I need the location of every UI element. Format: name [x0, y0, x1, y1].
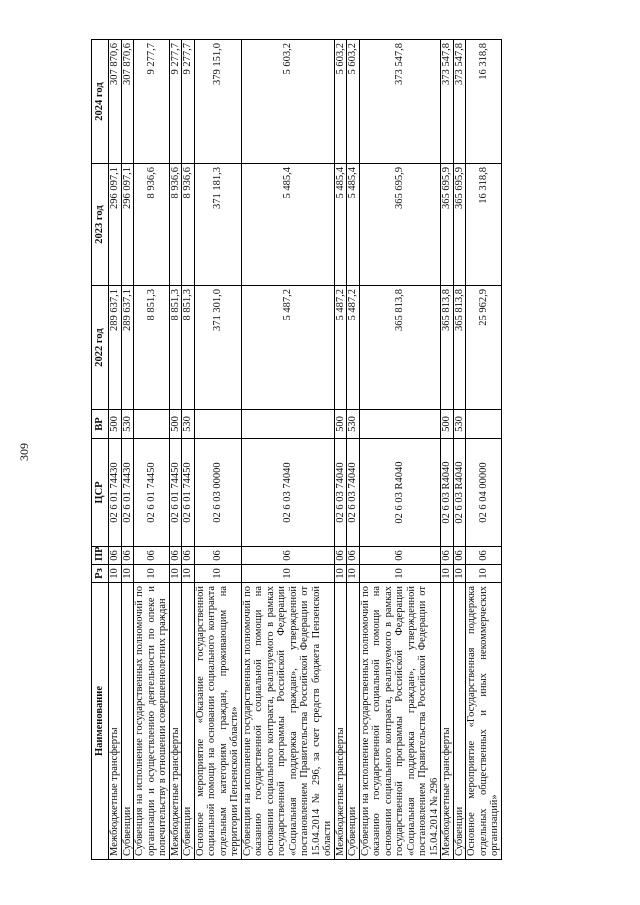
cell-2023: 296 097,1 [109, 164, 122, 286]
cell-2024: 5 603,2 [347, 40, 360, 164]
cell-csr: 02 6 03 74040 [347, 439, 360, 547]
cell-pr: 06 [134, 547, 170, 565]
cell-csr: 02 6 01 74450 [169, 439, 182, 547]
cell-2022: 5 487,2 [347, 286, 360, 410]
cell-name: Субвенции [453, 583, 466, 860]
cell-2023: 365 695,9 [359, 164, 441, 286]
header-rz: Рз [92, 565, 109, 583]
cell-rz: 10 [182, 565, 195, 583]
table-row [182, 40, 195, 860]
cell-csr: 02 6 04 00000 [466, 439, 502, 547]
cell-pr: 06 [241, 547, 334, 565]
cell-csr: 02 6 01 74430 [121, 439, 134, 547]
cell-rz: 10 [194, 565, 241, 583]
cell-pr: 06 [347, 547, 360, 565]
cell-rz: 10 [334, 565, 347, 583]
cell-2022: 365 813,8 [359, 286, 441, 410]
cell-pr: 06 [121, 547, 134, 565]
cell-name: Межбюджетные трансферты [109, 583, 122, 860]
cell-csr: 02 6 01 74450 [134, 439, 170, 547]
header-2022: 2022 год [92, 286, 109, 410]
cell-2024: 5 603,2 [334, 40, 347, 164]
cell-2022: 25 962,9 [466, 286, 502, 410]
cell-vr: 530 [121, 410, 134, 439]
cell-2023: 371 181,3 [194, 164, 241, 286]
cell-2024: 9 277,7 [182, 40, 195, 164]
table-row [466, 40, 502, 860]
header-name: Наименование [92, 583, 109, 860]
cell-vr [241, 410, 334, 439]
cell-vr [466, 410, 502, 439]
cell-2024: 9 277,7 [134, 40, 170, 164]
cell-2023: 365 695,9 [441, 164, 454, 286]
cell-2022: 5 487,2 [241, 286, 334, 410]
header-row [92, 40, 109, 860]
cell-2022: 371 301,0 [194, 286, 241, 410]
cell-2022: 8 851,3 [134, 286, 170, 410]
cell-name: Субвенции [121, 583, 134, 860]
cell-rz: 10 [359, 565, 441, 583]
cell-name: Субвенции [182, 583, 195, 860]
cell-vr [194, 410, 241, 439]
cell-2022: 365 813,8 [453, 286, 466, 410]
cell-name: Субвенции [347, 583, 360, 860]
cell-pr: 06 [466, 547, 502, 565]
table-row [241, 40, 334, 860]
table-row [453, 40, 466, 860]
cell-2024: 307 870,6 [109, 40, 122, 164]
cell-rz: 10 [121, 565, 134, 583]
cell-csr: 02 6 03 R4040 [441, 439, 454, 547]
table-row [359, 40, 441, 860]
cell-vr [359, 410, 441, 439]
header-2024: 2024 год [92, 40, 109, 164]
cell-2024: 373 547,8 [359, 40, 441, 164]
cell-pr: 06 [359, 547, 441, 565]
cell-name: Основное мероприятие «Государственная поддержка отдельных общественных и иных некоммерческих организаций» [466, 583, 502, 860]
cell-name: Субвенции на исполнение государственных полномочий по оказанию государственной социальной помощи на основании социального контракта, реализуемого в рамках государственной программы Российской Федерации «Социальная поддержка граждан», утвержденной постановлением Правительства Российской Федерации от 15.04.2014 № 296, за счет средств бюджета Пензенской области [241, 583, 334, 860]
cell-2024: 373 547,8 [453, 40, 466, 164]
cell-2023: 5 485,4 [241, 164, 334, 286]
cell-name: Межбюджетные трансферты [441, 583, 454, 860]
header-pr: ПР [92, 547, 109, 565]
cell-name: Межбюджетные трансферты [169, 583, 182, 860]
cell-vr: 500 [441, 410, 454, 439]
cell-2023: 16 318,8 [466, 164, 502, 286]
cell-name: Основное мероприятие «Оказание государственной социальной помощи на основании социального контракта отдельным категориям граждан, проживающим на территории Пензенской области» [194, 583, 241, 860]
header-vr: ВР [92, 410, 109, 439]
cell-2023: 365 695,9 [453, 164, 466, 286]
cell-2024: 9 277,7 [169, 40, 182, 164]
cell-vr: 500 [169, 410, 182, 439]
cell-csr: 02 6 01 74450 [182, 439, 195, 547]
cell-pr: 06 [441, 547, 454, 565]
table-row [441, 40, 454, 860]
budget-table [91, 39, 502, 860]
cell-2024: 307 870,6 [121, 40, 134, 164]
cell-2022: 289 637,1 [121, 286, 134, 410]
cell-rz: 10 [134, 565, 170, 583]
header-2023: 2023 год [92, 164, 109, 286]
cell-2022: 365 813,8 [441, 286, 454, 410]
cell-pr: 06 [182, 547, 195, 565]
cell-csr: 02 6 03 R4040 [453, 439, 466, 547]
cell-csr: 02 6 03 74040 [241, 439, 334, 547]
cell-2024: 373 547,8 [441, 40, 454, 164]
table-row [109, 40, 122, 860]
cell-rz: 10 [441, 565, 454, 583]
cell-pr: 06 [194, 547, 241, 565]
cell-rz: 10 [466, 565, 502, 583]
cell-csr: 02 6 03 74040 [334, 439, 347, 547]
cell-name: Субвенции на исполнение государственных полномочий по оказанию государственной социальной помощи на основании социального контракта, реализуемого в рамках государственной программы Российской Федерации «Социальная поддержка граждан», утвержденной постановлением Правительства Российской Федерации от 15.04.2014 № 296 [359, 583, 441, 860]
cell-rz: 10 [453, 565, 466, 583]
header-csr: ЦСР [92, 439, 109, 547]
cell-2023: 8 936,6 [169, 164, 182, 286]
cell-pr: 06 [109, 547, 122, 565]
cell-2023: 8 936,6 [182, 164, 195, 286]
table-row [334, 40, 347, 860]
rotated-page [91, 40, 531, 860]
cell-2022: 289 637,1 [109, 286, 122, 410]
table-row [134, 40, 170, 860]
cell-csr: 02 6 01 74430 [109, 439, 122, 547]
cell-2024: 5 603,2 [241, 40, 334, 164]
cell-2023: 5 485,4 [347, 164, 360, 286]
table-row [121, 40, 134, 860]
cell-2023: 5 485,4 [334, 164, 347, 286]
cell-vr: 530 [453, 410, 466, 439]
cell-2022: 5 487,2 [334, 286, 347, 410]
table-row [169, 40, 182, 860]
cell-rz: 10 [109, 565, 122, 583]
cell-rz: 10 [169, 565, 182, 583]
cell-rz: 10 [347, 565, 360, 583]
cell-csr: 02 6 03 00000 [194, 439, 241, 547]
cell-2023: 296 097,1 [121, 164, 134, 286]
cell-2024: 16 318,8 [466, 40, 502, 164]
cell-2024: 379 151,0 [194, 40, 241, 164]
cell-pr: 06 [334, 547, 347, 565]
cell-vr: 500 [109, 410, 122, 439]
cell-pr: 06 [169, 547, 182, 565]
cell-2022: 8 851,3 [182, 286, 195, 410]
cell-2022: 8 851,3 [169, 286, 182, 410]
table-row [194, 40, 241, 860]
cell-vr: 530 [347, 410, 360, 439]
cell-vr: 530 [182, 410, 195, 439]
cell-vr: 500 [334, 410, 347, 439]
table-row [347, 40, 360, 860]
cell-name: Межбюджетные трансферты [334, 583, 347, 860]
cell-pr: 06 [453, 547, 466, 565]
cell-rz: 10 [241, 565, 334, 583]
cell-2023: 8 936,6 [134, 164, 170, 286]
cell-csr: 02 6 03 R4040 [359, 439, 441, 547]
page-number: 309 [17, 443, 31, 461]
cell-name: Субвенция на исполнение государственных полномочий по организации и осуществлению деятельности по опеке и попечительству в отношении совершеннолетних граждан [134, 583, 170, 860]
rotated-content [91, 40, 531, 860]
cell-vr [134, 410, 170, 439]
